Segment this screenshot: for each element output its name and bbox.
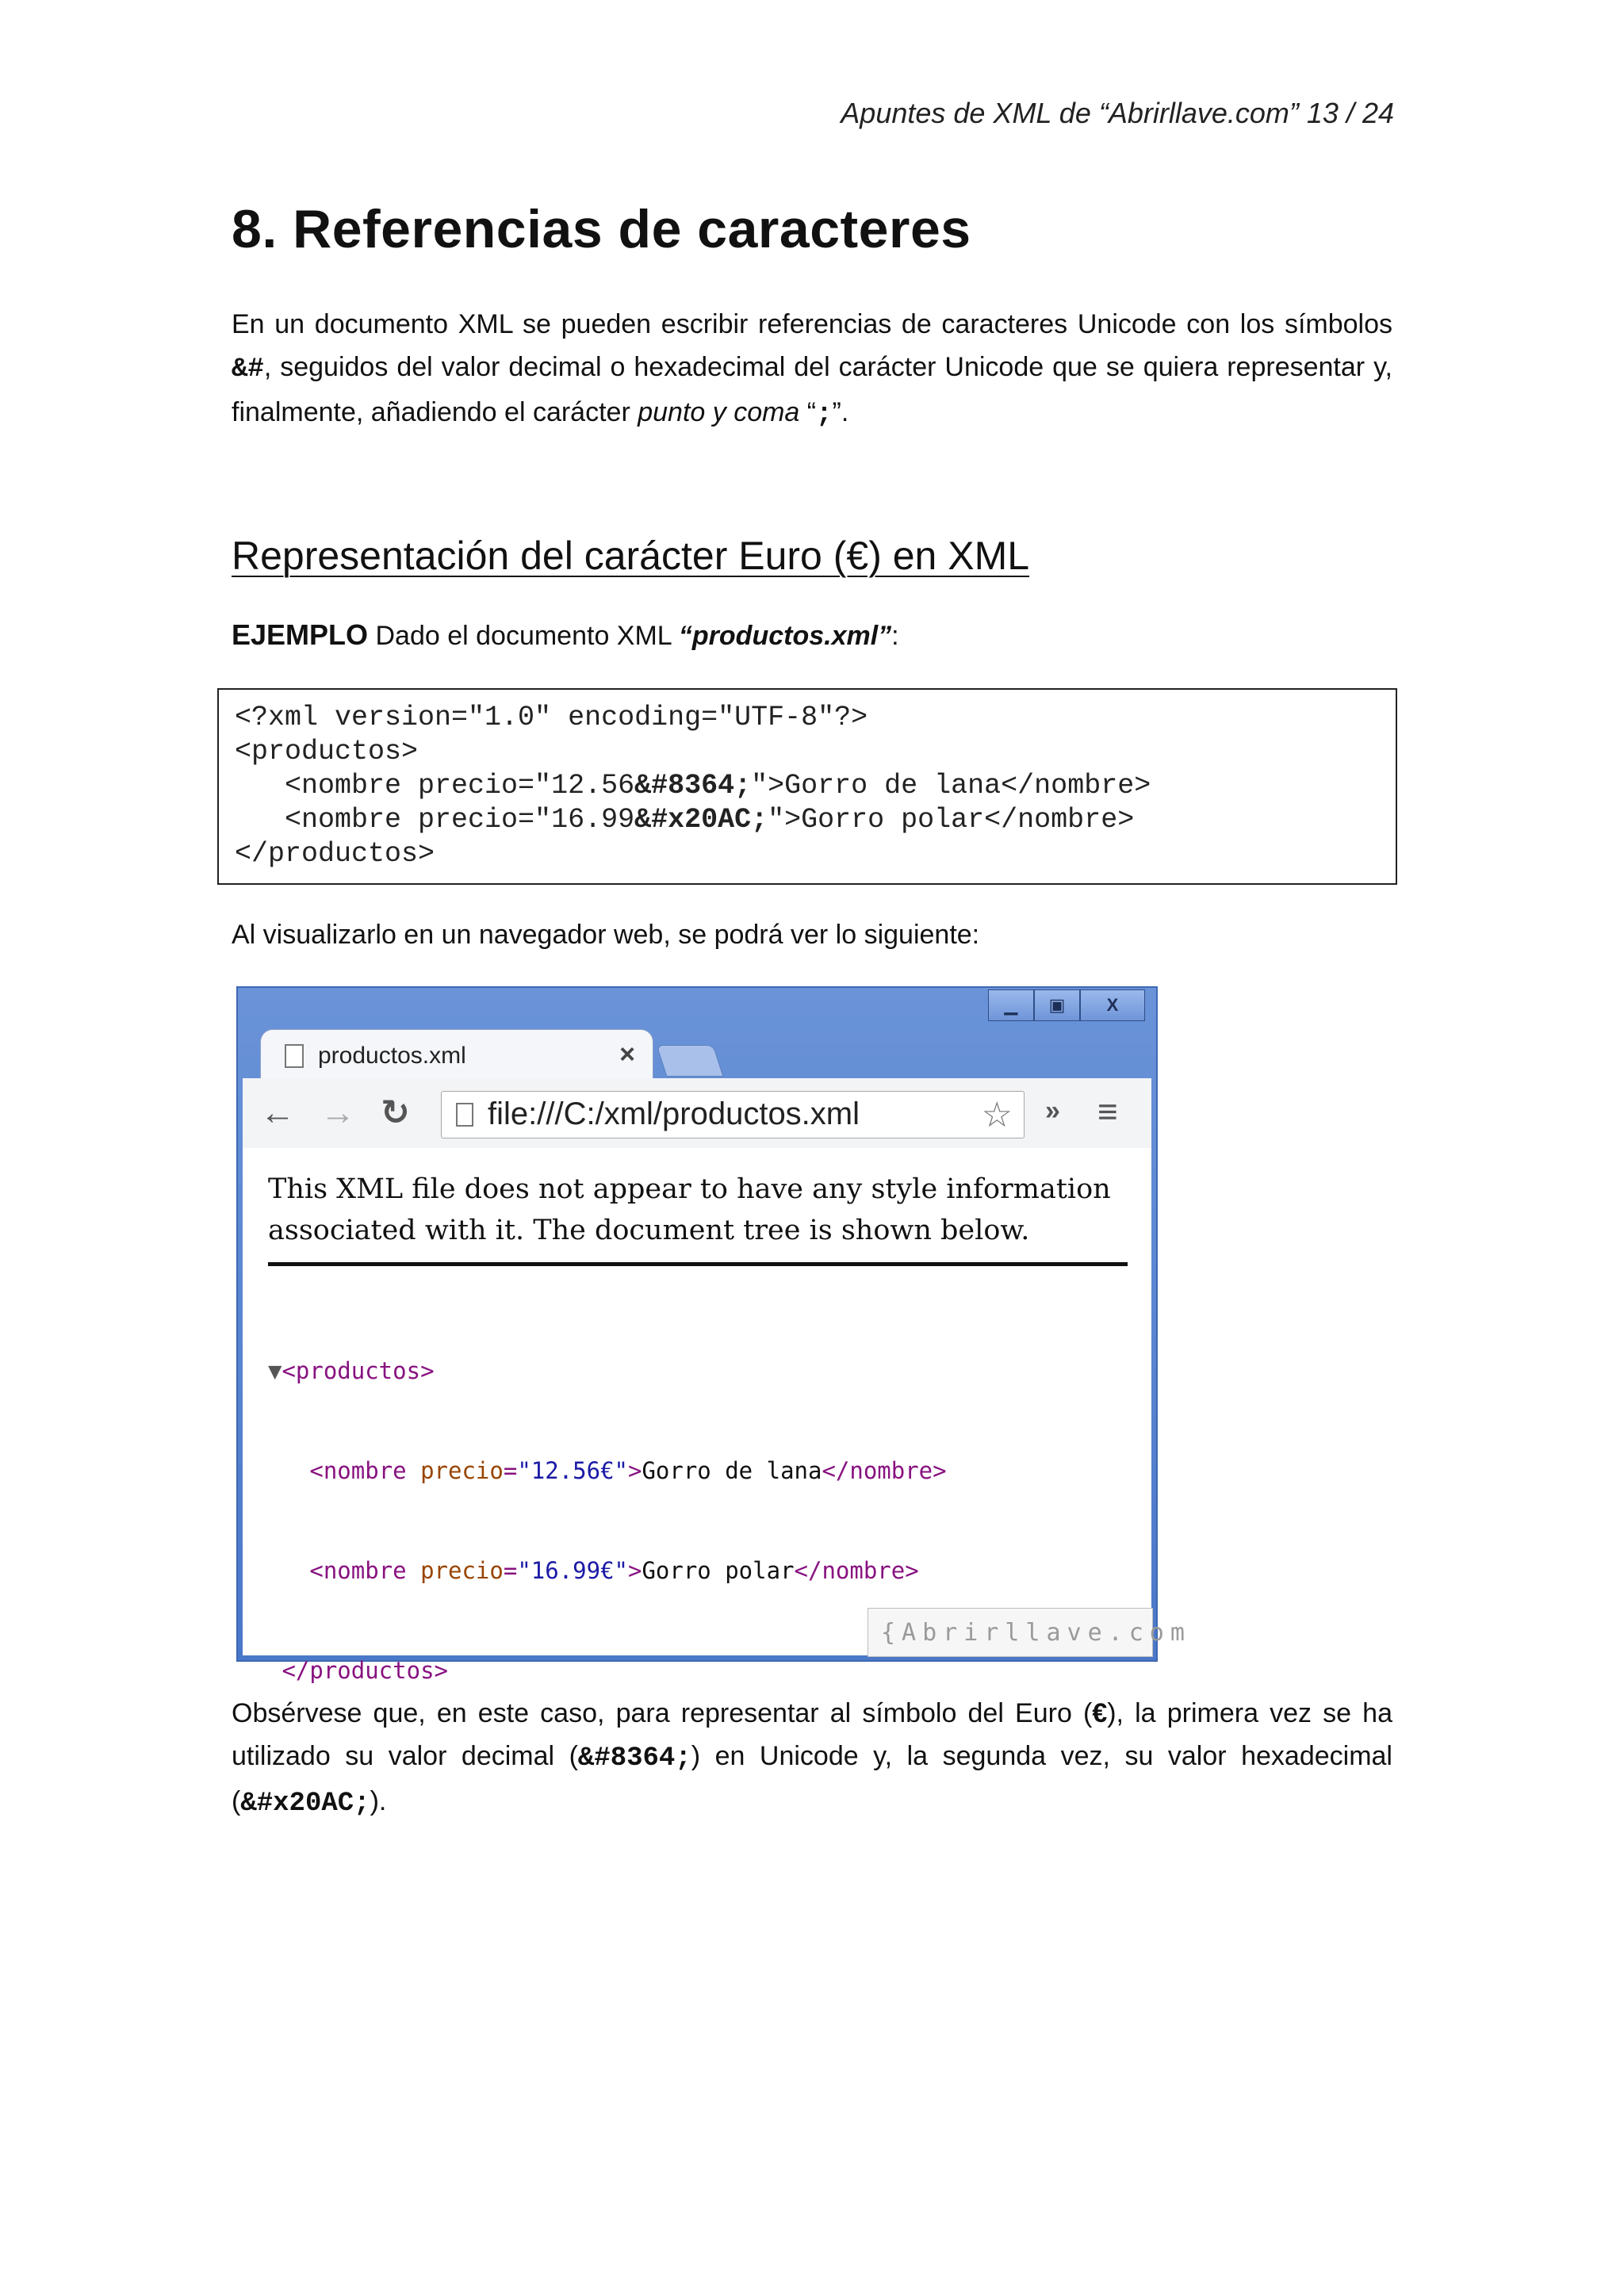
page-icon: [456, 1103, 473, 1127]
code-line: [235, 803, 1380, 837]
conclusion-paragraph: [232, 1692, 1392, 1825]
tree-tag: <productos>: [282, 1357, 435, 1384]
code-segment: ">Gorro de lana</nombre>: [751, 770, 1151, 802]
page-number: 13 / 24: [1306, 97, 1394, 129]
reload-icon[interactable]: ↻: [381, 1093, 410, 1132]
code-hex-reference: &#x20AC;: [634, 804, 768, 836]
intro-text-3: “: [799, 397, 817, 427]
browser-content: [243, 1148, 1191, 1684]
bookmark-star-icon[interactable]: ☆: [981, 1096, 1013, 1135]
xml-tree: [268, 1288, 947, 1754]
example-text: Dado el documento XML: [368, 621, 679, 651]
conclusion-text-3: ) en Unicode y, la segunda vez, su valor hexadecimal (: [232, 1741, 1392, 1816]
tree-tag: <nombre: [309, 1457, 421, 1484]
tree-tag: </nombre>: [822, 1457, 947, 1484]
browser-tab[interactable]: [260, 1029, 653, 1081]
menu-icon[interactable]: ≡: [1097, 1093, 1118, 1131]
info-line: This XML file does not appear to have any style information: [268, 1173, 1111, 1205]
code-block: [217, 688, 1397, 885]
url-text[interactable]: file:///C:/xml/productos.xml: [488, 1096, 860, 1131]
address-bar[interactable]: [441, 1091, 1025, 1138]
code-segment: ">Gorro polar</nombre>: [768, 804, 1135, 836]
xml-info-message: [268, 1169, 1111, 1251]
tree-tag: >: [628, 1457, 642, 1484]
tree-node: <nombre precio="16.99€">Gorro polar</nombre>: [309, 1557, 919, 1584]
intro-code-semicolon: ;: [816, 400, 833, 430]
info-line: associated with it. The document tree is shown below.: [268, 1215, 1030, 1246]
close-window-button[interactable]: X: [1080, 989, 1145, 1021]
code-line: </productos>: [235, 838, 435, 870]
view-paragraph: Al visualizarlo en un navegador web, se podrá ver lo siguiente:: [232, 920, 980, 950]
intro-text-2: , seguidos del valor decimal o hexadecimal del carácter Unicode que se quiera representar y, finalmente, añadiendo el carácter: [232, 352, 1392, 427]
euro-symbol: €: [1092, 1698, 1108, 1728]
tab-close-icon[interactable]: ×: [619, 1039, 635, 1070]
example-filename: “productos.xml”: [678, 621, 892, 651]
tree-value: "16.99€": [517, 1557, 628, 1584]
maximize-button[interactable]: ▣: [1034, 989, 1080, 1021]
section-title: 8. Referencias de caracteres: [232, 199, 971, 259]
code-line: <productos>: [235, 736, 419, 767]
conclusion-text-1: Obsérvese que, en este caso, para representar al símbolo del Euro (: [232, 1698, 1093, 1728]
document-icon: [285, 1044, 304, 1068]
tree-attr: precio: [420, 1457, 504, 1484]
conclusion-text-4: ).: [370, 1786, 387, 1816]
back-arrow-icon[interactable]: ←: [260, 1093, 295, 1132]
abrirllave-watermark: {Abrirllave.com: [868, 1608, 1153, 1657]
tree-text: Gorro de lana: [642, 1457, 822, 1484]
example-line: [232, 618, 899, 652]
tree-root-close: [268, 1654, 947, 1687]
decimal-reference: &#8364;: [577, 1743, 691, 1774]
hex-reference: &#x20AC;: [240, 1789, 370, 1819]
new-tab-button[interactable]: [657, 1045, 724, 1077]
code-segment: <nombre precio="12.56: [235, 770, 635, 802]
code-segment: <nombre precio="16.99: [235, 804, 635, 836]
page-header: [841, 97, 1394, 130]
tree-tag: </nombre>: [794, 1557, 919, 1584]
divider: [268, 1262, 1128, 1266]
tree-tag: >: [628, 1557, 642, 1584]
extensions-chevron-icon[interactable]: »: [1045, 1096, 1060, 1126]
intro-emphasis: punto y coma: [638, 397, 800, 427]
tree-text: Gorro polar: [642, 1557, 795, 1584]
tree-value: "12.56€": [517, 1457, 628, 1484]
code-line: [235, 769, 1380, 803]
conclusion-text-2: ), la primera vez se ha utilizado su valor decimal (: [232, 1698, 1392, 1771]
header-title: Apuntes de XML de “Abrirllave.com”: [841, 97, 1299, 129]
intro-text-1: En un documento XML se pueden escribir referencias de caracteres Unicode con los símbolos: [232, 309, 1392, 339]
browser-window-figure: [236, 986, 1191, 1684]
tree-tag: <nombre: [309, 1557, 421, 1584]
intro-code-ampersand-hash: &#: [232, 354, 264, 385]
collapse-arrow-icon[interactable]: ▼: [268, 1357, 282, 1384]
code-decimal-reference: &#8364;: [634, 770, 752, 802]
forward-arrow-icon[interactable]: →: [320, 1093, 355, 1132]
intro-text-4: ”.: [832, 397, 849, 427]
example-colon: :: [891, 621, 899, 651]
tree-root-open[interactable]: [268, 1354, 947, 1387]
intro-paragraph: [232, 303, 1392, 436]
tab-title: productos.xml: [318, 1043, 466, 1069]
code-line: <?xml version="1.0" encoding="UTF-8"?>: [235, 702, 868, 733]
tree-tag: </productos>: [282, 1657, 448, 1684]
example-tag: EJEMPLO: [232, 618, 369, 651]
tree-attr: precio: [420, 1557, 504, 1584]
window-controls: [988, 989, 1145, 1023]
tree-node: <nombre precio="12.56€">Gorro de lana</nombre>: [309, 1457, 947, 1484]
minimize-button[interactable]: ▁: [988, 989, 1034, 1021]
browser-toolbar: [243, 1078, 1151, 1149]
subsection-title: Representación del carácter Euro (€) en XML: [232, 534, 1030, 578]
